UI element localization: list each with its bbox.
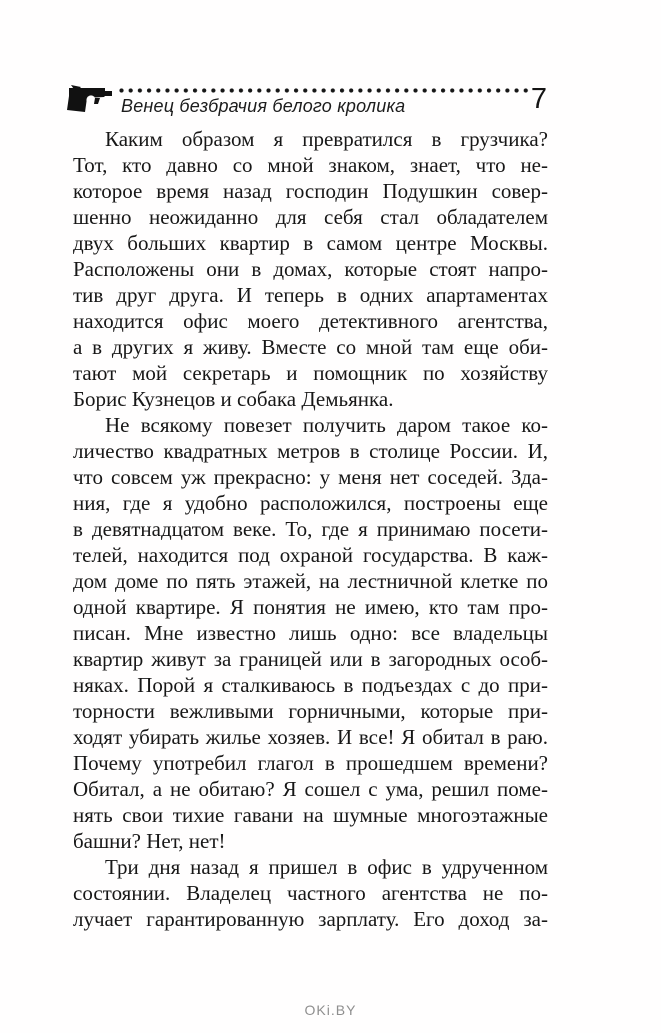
running-title: Венец безбрачия белого кролика	[121, 96, 406, 116]
page-number: 7	[530, 83, 547, 115]
text-line: тают мой секретарь и помощник по хозяйству	[73, 361, 548, 385]
text-line: ходят убирать жилье хозяев. И все! Я обитал в раю.	[73, 725, 548, 749]
text-line: а в других я живу. Вместе со мной там еще оби-	[73, 335, 548, 359]
text-line: двух больших квартир в самом центре Москвы.	[73, 231, 548, 255]
text-line: личество квадратных метров в столице России. И,	[73, 439, 548, 463]
text-line: Не всякому повезет получить даром такое ко-	[105, 413, 548, 437]
text-line: лучает гарантированную зарплату. Его доход за-	[73, 907, 548, 931]
text-line: писан. Мне известно лишь одно: все владельцы	[73, 621, 548, 645]
text-line: Каким образом я превратился в грузчика?	[105, 127, 548, 151]
text-line: Расположены они в домах, которые стоят напро-	[73, 257, 548, 281]
text-line: Три дня назад я пришел в офис в удрученном	[105, 855, 548, 879]
watermark: OKi.BY	[304, 1002, 357, 1018]
text-line: дом доме по пять этажей, на лестничной клетке по	[73, 569, 548, 593]
text-line: Борис Кузнецов и собака Демьянка.	[73, 387, 394, 411]
text-line: ния, где я удобно расположился, построены еще	[73, 491, 548, 515]
text-line: торности вежливыми горничными, которые при-	[73, 699, 548, 723]
text-line: квартир живут за границей или в загородных особ-	[73, 647, 548, 671]
text-line: Тот, кто давно со мной знаком, знает, что не-	[73, 153, 548, 177]
text-line: Обитал, а не обитаю? Я сошел с ума, решил поме-	[73, 777, 548, 801]
text-line: находится офис моего детективного агентства,	[73, 309, 548, 333]
text-line: няках. Порой я сталкиваюсь в подъездах с до при-	[73, 673, 548, 697]
text-line: Почему употребил глагол в прошедшем времени?	[73, 751, 548, 775]
text-line: шенно неожиданно для себя стал обладателем	[73, 205, 548, 229]
text-line: что совсем уж прекрасно: у меня нет соседей. Зда-	[73, 465, 548, 489]
text-line: башни? Нет, нет!	[73, 829, 226, 853]
text-line: состоянии. Владелец частного агентства не по-	[73, 881, 548, 905]
dotted-rule	[119, 88, 529, 93]
text-line: телей, находится под охраной государства. В каж-	[73, 543, 548, 567]
text-line: которое время назад господин Подушкин совер-	[73, 179, 548, 203]
text-line: одной квартире. Я понятия не имею, кто там про-	[73, 595, 548, 619]
text-line: в девятнадцатом веке. То, где я принимаю посети-	[73, 517, 548, 541]
text-line: нять свои тихие гавани на шумные многоэтажные	[73, 803, 548, 827]
pistol-icon	[64, 85, 112, 114]
text-line: тив друг друга. И теперь в одних апартаментах	[73, 283, 548, 307]
text-block	[73, 126, 548, 932]
